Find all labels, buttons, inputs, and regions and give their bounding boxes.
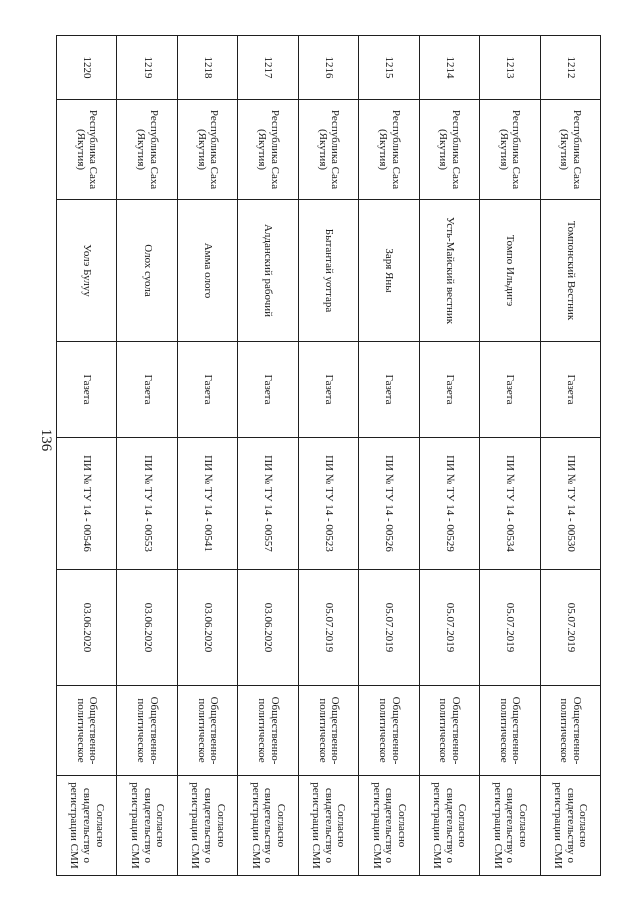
region-cell: Республика Саха (Якутия)	[359, 100, 419, 200]
registration-number-cell: ПИ № ТУ 14 - 00557	[238, 438, 298, 570]
topic-cell: Общественно-политическое	[419, 686, 479, 776]
region-cell: Республика Саха (Якутия)	[238, 100, 298, 200]
table-row	[480, 36, 540, 876]
table-row	[57, 36, 118, 876]
basis-cell: Согласно свидетельству о регистрации СМИ	[359, 776, 419, 876]
row-number: 1214	[419, 36, 479, 100]
media-title-cell: Уолэ Булуу	[57, 200, 118, 342]
media-form-cell: Газета	[540, 342, 600, 438]
topic-cell: Общественно-политическое	[298, 686, 358, 776]
basis-cell: Согласно свидетельству о регистрации СМИ	[238, 776, 298, 876]
media-title-cell: Олох суола	[117, 200, 177, 342]
media-title-cell: Томпонский Вестник	[540, 200, 600, 342]
registration-number-cell: ПИ № ТУ 14 - 00534	[480, 438, 540, 570]
basis-cell: Согласно свидетельству о регистрации СМИ	[419, 776, 479, 876]
topic-cell: Общественно-политическое	[177, 686, 237, 776]
media-form-cell: Газета	[359, 342, 419, 438]
basis-cell: Согласно свидетельству о регистрации СМИ	[177, 776, 237, 876]
table-row	[117, 36, 177, 876]
topic-cell: Общественно-политическое	[359, 686, 419, 776]
registration-date-cell: 03.06.2020	[177, 570, 237, 686]
row-number: 1212	[540, 36, 600, 100]
registration-date-cell: 05.07.2019	[298, 570, 358, 686]
registration-date-cell: 03.06.2020	[117, 570, 177, 686]
registration-date-cell: 05.07.2019	[480, 570, 540, 686]
row-number: 1218	[177, 36, 237, 100]
row-number: 1219	[117, 36, 177, 100]
table-row	[359, 36, 419, 876]
media-form-cell: Газета	[419, 342, 479, 438]
region-cell: Республика Саха (Якутия)	[57, 100, 118, 200]
table-row	[298, 36, 358, 876]
registration-date-cell: 03.06.2020	[57, 570, 118, 686]
region-cell: Республика Саха (Якутия)	[117, 100, 177, 200]
row-number: 1215	[359, 36, 419, 100]
row-number: 1220	[57, 36, 118, 100]
topic-cell: Общественно-политическое	[480, 686, 540, 776]
basis-cell: Согласно свидетельству о регистрации СМИ	[298, 776, 358, 876]
basis-cell: Согласно свидетельству о регистрации СМИ	[117, 776, 177, 876]
row-number: 1216	[298, 36, 358, 100]
registry-table-wrapper	[56, 35, 601, 875]
media-form-cell: Газета	[298, 342, 358, 438]
media-form-cell: Газета	[480, 342, 540, 438]
topic-cell: Общественно-политическое	[238, 686, 298, 776]
registration-number-cell: ПИ № ТУ 14 - 00553	[117, 438, 177, 570]
registration-date-cell: 05.07.2019	[540, 570, 600, 686]
topic-cell: Общественно-политическое	[117, 686, 177, 776]
media-title-cell: Томпо Ильдигэ	[480, 200, 540, 342]
page-number: 136	[38, 428, 55, 452]
registration-number-cell: ПИ № ТУ 14 - 00530	[540, 438, 600, 570]
region-cell: Республика Саха (Якутия)	[480, 100, 540, 200]
region-cell: Республика Саха (Якутия)	[177, 100, 237, 200]
registration-date-cell: 03.06.2020	[238, 570, 298, 686]
registration-number-cell: ПИ № ТУ 14 - 00526	[359, 438, 419, 570]
media-title-cell: Бытантай уоттара	[298, 200, 358, 342]
media-form-cell: Газета	[177, 342, 237, 438]
topic-cell: Общественно-политическое	[57, 686, 118, 776]
media-title-cell: Амма олого	[177, 200, 237, 342]
row-number: 1217	[238, 36, 298, 100]
row-number: 1213	[480, 36, 540, 100]
registration-number-cell: ПИ № ТУ 14 - 00541	[177, 438, 237, 570]
basis-cell: Согласно свидетельству о регистрации СМИ	[540, 776, 600, 876]
region-cell: Республика Саха (Якутия)	[419, 100, 479, 200]
media-form-cell: Газета	[238, 342, 298, 438]
table-row	[177, 36, 237, 876]
media-title-cell: Алданский рабочий	[238, 200, 298, 342]
registration-number-cell: ПИ № ТУ 14 - 00523	[298, 438, 358, 570]
region-cell: Республика Саха (Якутия)	[540, 100, 600, 200]
registration-date-cell: 05.07.2019	[359, 570, 419, 686]
media-form-cell: Газета	[117, 342, 177, 438]
media-form-cell: Газета	[57, 342, 118, 438]
media-registry-table	[56, 35, 601, 876]
registration-date-cell: 05.07.2019	[419, 570, 479, 686]
table-row	[419, 36, 479, 876]
topic-cell: Общественно-политическое	[540, 686, 600, 776]
table-row	[540, 36, 600, 876]
registration-number-cell: ПИ № ТУ 14 - 00529	[419, 438, 479, 570]
registry-body	[57, 36, 601, 876]
region-cell: Республика Саха (Якутия)	[298, 100, 358, 200]
media-title-cell: Заря Яны	[359, 200, 419, 342]
media-title-cell: Усть-Майский вестник	[419, 200, 479, 342]
registration-number-cell: ПИ № ТУ 14 - 00546	[57, 438, 118, 570]
table-row	[238, 36, 298, 876]
basis-cell: Согласно свидетельству о регистрации СМИ	[57, 776, 118, 876]
basis-cell: Согласно свидетельству о регистрации СМИ	[480, 776, 540, 876]
